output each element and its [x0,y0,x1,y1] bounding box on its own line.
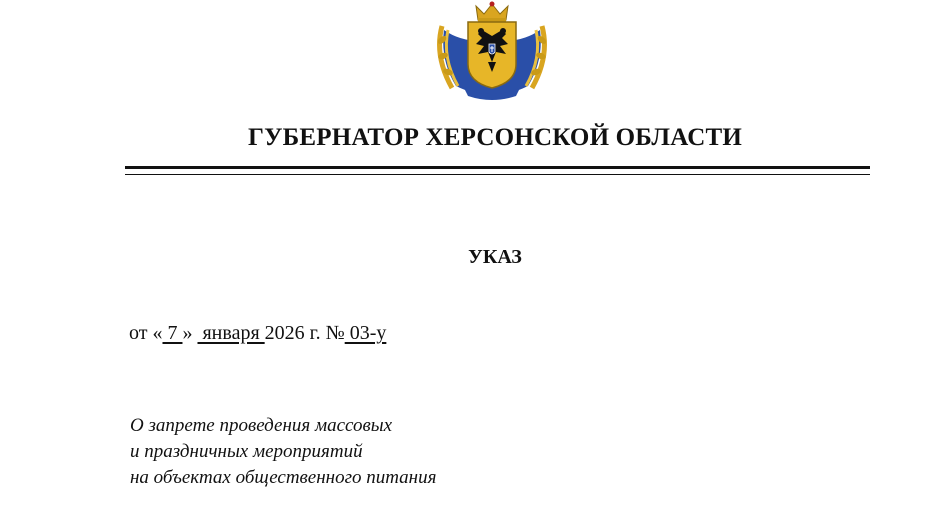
document-number: 03-у [344,322,387,344]
header-rule-thick [125,166,870,169]
date-day: 7 [162,322,183,344]
date-year: 2026 г. № [264,322,345,344]
header-rule-thin [125,174,870,175]
subject-line: и праздничных мероприятий [130,441,363,462]
document-subject [130,413,436,491]
date-line [129,322,386,345]
date-day-close: » [182,322,198,344]
org-title: ГУБЕРНАТОР ХЕРСОНСКОЙ ОБЛАСТИ [247,124,743,151]
coat-of-arms-icon [434,0,550,100]
date-prefix: от « [129,322,163,344]
subject-line: на объектах общественного питания [130,467,437,488]
subject-line: О запрете проведения массовых [130,415,393,436]
date-month: января [197,322,265,344]
document-type: УКАЗ [468,246,522,268]
